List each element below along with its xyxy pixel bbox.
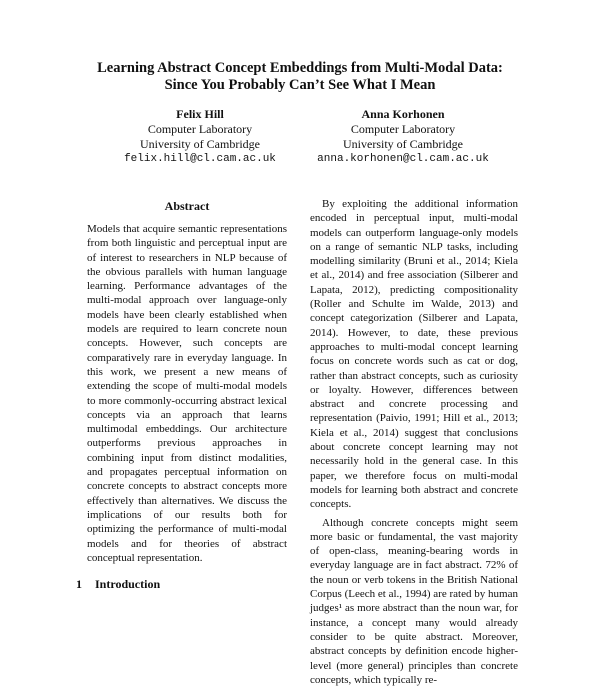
title-line-1: Learning Abstract Concept Embeddings from Multi-Modal Data:	[97, 60, 503, 76]
section-heading	[76, 577, 160, 592]
author-email: anna.korhonen@cl.cam.ac.uk	[317, 153, 489, 165]
author-name: Felix Hill	[176, 107, 224, 121]
author-1	[95, 107, 305, 167]
author-university: University of Cambridge	[140, 137, 260, 151]
author-2	[298, 107, 508, 167]
author-name: Anna Korhonen	[361, 107, 445, 121]
author-affiliation: Computer Laboratory	[350, 122, 456, 136]
title-line-2: Since You Probably Can’t See What I Mean	[164, 77, 436, 93]
paper-title	[0, 60, 600, 94]
body-paragraph: By exploiting the additional information encoded in perceptual input, multi-modal models can outperform language-only models on a range of semantic NLP tasks, including modelling similarity (Bruni et al., 2014; Kiela et al., 2014) and free association (Silberer and Lapata, 2012), predicting compositionality (Roller and Schulte im Walde, 2013) and concept categorization (Silberer and Lapata, 2014). However, to date, these previous approaches to multi-modal concept learning focus on concrete words such as cat or dog, rather than abstract concepts, such as curiosity or loyalty. However, differences between abstract and concrete processing and representation (Paivio, 1991; Hill et al., 2013; Kiela et al., 2014) suggest that conclusions about concrete concept learning may not necessarily hold in the general case. In this paper, we therefore focus on multi-modal models for learning both abstract and concrete concepts.	[310, 198, 518, 511]
section-number: 1	[76, 577, 82, 591]
abstract-text: Models that acquire semantic representations from both linguistic and perceptual input are of interest to researchers in NLP because of the obvious parallels with human language learning. Performance advantages of the multi-modal approach over language-only models have been clearly established when models are required to learn concrete noun concepts. However, such concepts are comparatively rare in everyday language. In this work, we present a new means of extending the scope of multi-modal models to more commonly-occurring abstract lexical concepts via an approach that learns multimodal embeddings. Our architecture outperforms previous approaches in combining input from distinct modalities, and propagates perceptual information on concrete concepts to abstract concepts more effectively than alternatives. We discuss the implications of our results both for optimizing the performance of multi-modal models and for theories of abstract conceptual representation.	[87, 223, 287, 564]
author-university: University of Cambridge	[343, 137, 463, 151]
section-title: Introduction	[95, 577, 161, 591]
right-column	[310, 197, 518, 687]
abstract-heading: Abstract	[164, 199, 210, 213]
author-affiliation: Computer Laboratory	[147, 122, 253, 136]
body-paragraph: Although concrete concepts might seem more basic or fundamental, the vast majority of open-class, meaning-bearing words in everyday language are in fact abstract. 72% of the noun or verb tokens in the British National Corpus (Leech et al., 1994) are rated by human judges¹ as more abstract than the noun war, for instance, a concept many would already consider to be quite abstract. Moreover, abstract concepts by definition encode higher-level (more general) principles than concrete concepts, which typically re-	[310, 516, 518, 686]
author-email: felix.hill@cl.cam.ac.uk	[124, 153, 276, 165]
